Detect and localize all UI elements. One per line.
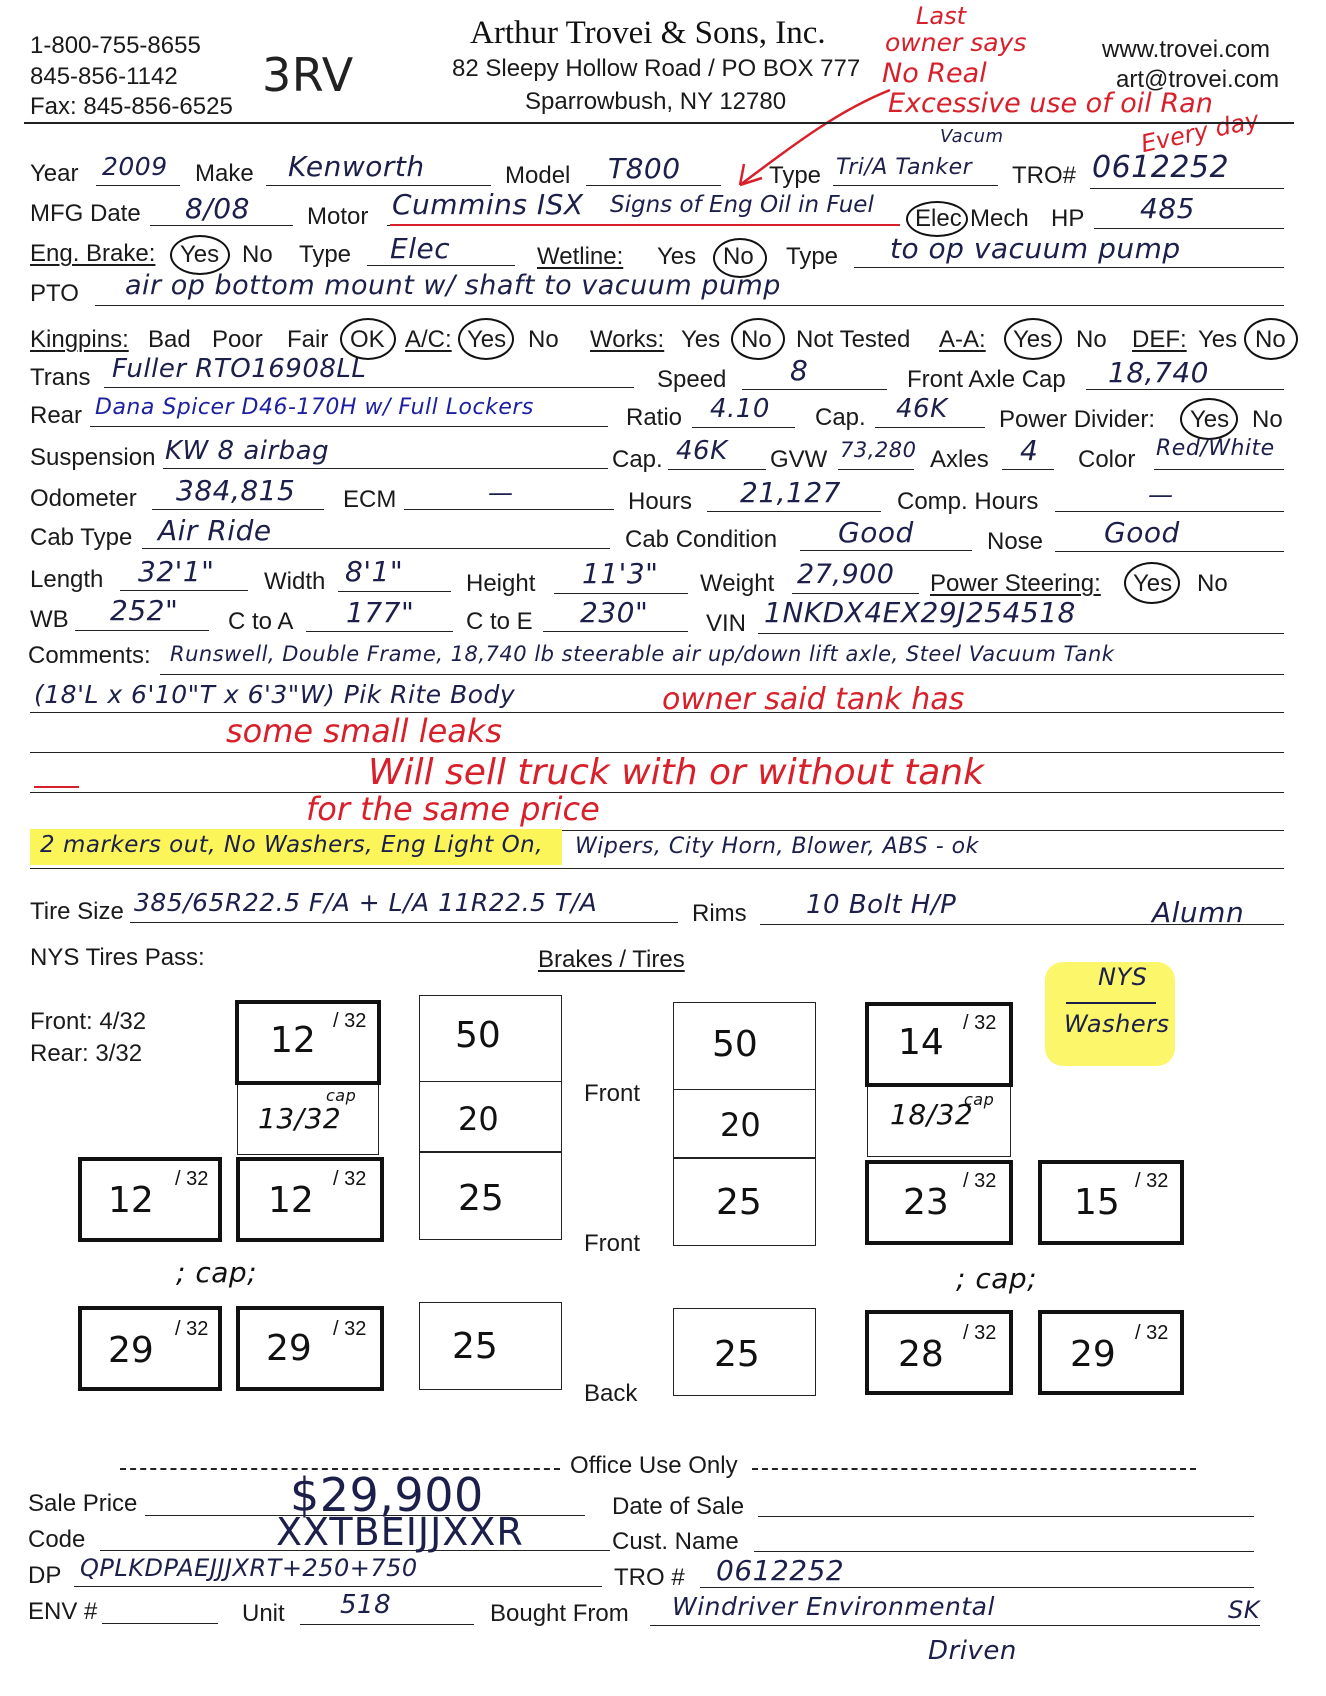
- sale-price-label: Sale Price: [28, 1490, 138, 1517]
- power-divider-yes-circle: [1180, 398, 1238, 440]
- power-steering-label: Power Steering:: [930, 570, 1101, 597]
- front-axle-cap-label: Front Axle Cap: [907, 366, 1066, 393]
- wetline-yes[interactable]: Yes: [657, 243, 697, 270]
- speed-value[interactable]: 8: [790, 354, 809, 387]
- rear-label: Rear: [30, 402, 83, 429]
- length-value[interactable]: 32'1": [138, 555, 215, 588]
- ratio-label: Ratio: [626, 404, 683, 431]
- def-no[interactable]: No: [1255, 326, 1286, 353]
- comp-hours-value[interactable]: —: [1148, 480, 1174, 509]
- nys-note-1: NYS: [1098, 963, 1148, 991]
- axles-label: Axles: [930, 446, 989, 473]
- tire-bot-left-unit: / 32: [333, 1318, 367, 1340]
- gvw-value[interactable]: 73,280: [840, 438, 917, 462]
- eng-brake-type-value[interactable]: Elec: [390, 232, 451, 265]
- power-steering-no[interactable]: No: [1197, 570, 1228, 597]
- works-yes[interactable]: Yes: [681, 326, 721, 353]
- nose-label: Nose: [987, 528, 1044, 555]
- wetline-label: Wetline:: [537, 243, 624, 270]
- ac-yes[interactable]: Yes: [467, 326, 507, 353]
- cap-mark-left: ; cap;: [176, 1256, 258, 1289]
- header-divider: [24, 122, 1294, 124]
- comments-line-6-highlighted[interactable]: 2 markers out, No Washers, Eng Light On,: [40, 832, 544, 858]
- power-steering-yes-circle: [1124, 562, 1180, 604]
- aa-yes[interactable]: Yes: [1013, 326, 1053, 353]
- tire-mid-right-tread: 23: [903, 1182, 949, 1223]
- pto-value[interactable]: air op bottom mount w/ shaft to vacuum pump: [125, 270, 781, 301]
- c-to-e-label: C to E: [466, 608, 533, 635]
- width-label: Width: [264, 568, 326, 595]
- c-to-a-value[interactable]: 177": [346, 596, 415, 629]
- eng-brake-yes-circle: [170, 235, 230, 275]
- suspension-value[interactable]: KW 8 airbag: [165, 436, 330, 466]
- pto-label: PTO: [30, 280, 79, 307]
- hours-label: Hours: [628, 488, 693, 515]
- tire-bot-right-unit: / 32: [963, 1322, 997, 1344]
- weight-label: Weight: [700, 570, 775, 597]
- tire-bot-far-left-unit: / 32: [175, 1318, 209, 1340]
- tire-bot-far-left-tread: 29: [108, 1330, 154, 1371]
- eng-brake-no[interactable]: No: [242, 241, 273, 268]
- comments-line-3-red: some small leaks: [226, 712, 503, 750]
- unit-label: Unit: [242, 1600, 285, 1627]
- brake-bot-right-value: 25: [714, 1334, 760, 1375]
- model-value[interactable]: T800: [608, 152, 681, 185]
- kingpins-fair[interactable]: Fair: [287, 326, 329, 353]
- kingpins-label: Kingpins:: [30, 326, 129, 353]
- trans-label: Trans: [30, 364, 91, 391]
- tire-top-right-cap-label: cap: [964, 1090, 995, 1109]
- axles-value[interactable]: 4: [1020, 434, 1039, 467]
- tire-top-right-tread: 14: [898, 1022, 944, 1063]
- tire-mid-right-unit: / 32: [963, 1170, 997, 1192]
- make-label: Make: [195, 160, 254, 187]
- elec-label: Elec: [915, 205, 962, 232]
- tire-top-left-tread: 12: [270, 1020, 316, 1061]
- works-label: Works:: [590, 326, 665, 353]
- motor-red-underline: [390, 224, 900, 226]
- code-label: Code: [28, 1526, 86, 1553]
- nose-value[interactable]: Good: [1104, 516, 1180, 549]
- motor-value[interactable]: Cummins ISX: [392, 188, 584, 221]
- type-label: Type: [769, 162, 822, 189]
- ac-no[interactable]: No: [528, 326, 559, 353]
- cab-type-label: Cab Type: [30, 524, 133, 551]
- vin-label: VIN: [706, 610, 747, 637]
- tire-top-right-unit: / 32: [963, 1012, 997, 1034]
- annotation-last: Last: [916, 2, 966, 30]
- year-value[interactable]: 2009: [102, 152, 168, 181]
- tire-mid-far-right-unit: / 32: [1135, 1170, 1169, 1192]
- tire-mid-far-left-tread: 12: [108, 1180, 154, 1221]
- code-value[interactable]: XXTBEIJJXXR: [276, 1510, 524, 1554]
- gvw-label: GVW: [770, 446, 828, 473]
- annotation-vacum: Vacum: [940, 126, 1004, 147]
- brake-top-left-value: 50: [455, 1015, 501, 1056]
- comments-line-1[interactable]: Runswell, Double Frame, 18,740 lb steerable air up/down lift axle, Steel Vacuum Tank: [170, 642, 1115, 666]
- front-label-2: Front: [584, 1230, 641, 1257]
- tire-mid-far-right-tread: 15: [1074, 1182, 1120, 1223]
- date-of-sale-label: Date of Sale: [612, 1493, 745, 1520]
- c-to-a-label: C to A: [228, 608, 294, 635]
- comments-line-2[interactable]: (18'L x 6'10"T x 6'3"W) Pik Rite Body: [34, 680, 516, 709]
- comments-label: Comments:: [28, 642, 151, 669]
- def-yes[interactable]: Yes: [1198, 326, 1238, 353]
- fax-number: Fax: 845-856-6525: [30, 93, 233, 120]
- front-label-1: Front: [584, 1080, 641, 1107]
- rims-material[interactable]: Alumn: [1152, 896, 1245, 929]
- tro-value[interactable]: 0612252: [1092, 150, 1230, 185]
- works-no[interactable]: No: [741, 326, 772, 353]
- brake-bot-left-value: 25: [452, 1326, 498, 1367]
- tire-bot-right-tread: 28: [898, 1334, 944, 1375]
- year-label: Year: [30, 160, 79, 187]
- cap-mark-right: ; cap;: [956, 1262, 1038, 1295]
- env-label: ENV #: [28, 1598, 98, 1625]
- motor-label: Motor: [307, 203, 369, 230]
- back-label: Back: [584, 1380, 638, 1407]
- mfg-date-value[interactable]: 8/08: [185, 192, 250, 225]
- annotation-no-real: No Real: [882, 58, 987, 89]
- works-no-circle: [731, 318, 785, 360]
- tro-2-value[interactable]: 0612252: [716, 1554, 845, 1587]
- works-not-tested[interactable]: Not Tested: [796, 326, 911, 353]
- eng-brake-label: Eng. Brake:: [30, 240, 156, 267]
- dp-value[interactable]: QPLKDPAEJJJXRT+250+750: [80, 1554, 418, 1582]
- office-dash-right: [752, 1468, 1196, 1470]
- rear-cap-value[interactable]: 46K: [896, 394, 948, 424]
- annotation-every-day: Every day: [1138, 105, 1262, 159]
- brake-mid-right-value: 25: [716, 1182, 762, 1223]
- dp-label: DP: [28, 1562, 62, 1589]
- bought-from-label: Bought From: [490, 1600, 629, 1627]
- color-value[interactable]: Red/White: [1156, 436, 1275, 461]
- mfg-date-label: MFG Date: [30, 200, 141, 227]
- unit-value[interactable]: 518: [340, 1590, 392, 1620]
- phone-2: 845-856-1142: [30, 63, 178, 90]
- odometer-value[interactable]: 384,815: [176, 474, 296, 507]
- comments-line-6-rest[interactable]: Wipers, City Horn, Blower, ABS - ok: [575, 834, 979, 859]
- brakes-tires-heading: Brakes / Tires: [538, 946, 685, 973]
- bought-from-initials: SK: [1228, 1596, 1260, 1624]
- width-value[interactable]: 8'1": [345, 555, 404, 588]
- tire-size-value[interactable]: 385/65R22.5 F/A + L/A 11R22.5 T/A: [134, 888, 598, 917]
- comments-line-5-red: for the same price: [306, 790, 600, 828]
- wetline-type-label: Type: [786, 243, 839, 270]
- tire-bot-left-tread: 29: [266, 1328, 312, 1369]
- wb-value[interactable]: 252": [110, 594, 179, 627]
- hp-label: HP: [1051, 205, 1085, 232]
- tire-top-left-unit: / 32: [333, 1010, 367, 1032]
- email: art@trovei.com: [1116, 66, 1280, 93]
- tire-bot-far-right-unit: / 32: [1135, 1322, 1169, 1344]
- hp-value[interactable]: 485: [1140, 192, 1195, 225]
- cab-condition-label: Cab Condition: [625, 526, 778, 553]
- suspension-label: Suspension: [30, 444, 156, 471]
- weight-value[interactable]: 27,900: [797, 559, 895, 590]
- motor-note: Signs of Eng Oil in Fuel: [610, 192, 874, 218]
- tire-top-left-cap: 13/32: [258, 1102, 342, 1135]
- kingpins-ok[interactable]: OK: [350, 326, 385, 353]
- def-no-circle: [1244, 318, 1298, 360]
- tire-mid-far-left-unit: / 32: [175, 1168, 209, 1190]
- c-to-e-value[interactable]: 230": [580, 596, 649, 629]
- susp-cap-value[interactable]: 46K: [676, 436, 728, 466]
- cab-condition-value[interactable]: Good: [838, 516, 914, 549]
- susp-cap-label: Cap.: [612, 446, 663, 473]
- tro-2-label: TRO #: [614, 1564, 685, 1591]
- kingpins-poor[interactable]: Poor: [212, 326, 263, 353]
- company-name: Arthur Trovei & Sons, Inc.: [470, 15, 826, 51]
- front-pass: Front: 4/32: [30, 1008, 147, 1035]
- driven-note: Driven: [928, 1636, 1017, 1666]
- ratio-value[interactable]: 4.10: [710, 394, 770, 424]
- nys-tires-pass-label: NYS Tires Pass:: [30, 944, 205, 971]
- phone-1: 1-800-755-8655: [30, 32, 201, 59]
- tire-top-right-cap: 18/32: [890, 1098, 974, 1131]
- tire-mid-left-tread: 12: [268, 1180, 314, 1221]
- power-divider-label: Power Divider:: [999, 406, 1156, 433]
- nys-note-divider: [1066, 1002, 1156, 1004]
- rims-value[interactable]: 10 Bolt H/P: [806, 890, 957, 920]
- aa-yes-circle: [1004, 318, 1062, 360]
- rear-cap-label: Cap.: [815, 404, 866, 431]
- aa-label: A-A:: [939, 326, 986, 353]
- comp-hours-label: Comp. Hours: [897, 488, 1039, 515]
- rims-label: Rims: [692, 900, 747, 927]
- length-label: Length: [30, 566, 104, 593]
- website: www.trovei.com: [1102, 36, 1271, 63]
- rear-value[interactable]: Dana Spicer D46-170H w/ Full Lockers: [95, 395, 534, 420]
- ecm-label: ECM: [343, 486, 397, 513]
- brake-top-left-mid: 20: [458, 1100, 499, 1138]
- rear-pass: Rear: 3/32: [30, 1040, 143, 1067]
- address-line-2: Sparrowbush, NY 12780: [525, 88, 787, 115]
- kingpins-bad[interactable]: Bad: [148, 326, 191, 353]
- office-use-only-heading: Office Use Only: [570, 1452, 738, 1479]
- odometer-label: Odometer: [30, 485, 137, 512]
- power-steering-yes[interactable]: Yes: [1133, 570, 1173, 597]
- speed-label: Speed: [657, 366, 727, 393]
- initials: 3RV: [262, 48, 354, 102]
- nys-note-2: Washers: [1064, 1010, 1170, 1038]
- wetline-type-value[interactable]: to op vacuum pump: [890, 232, 1181, 265]
- mech-label: Mech: [970, 205, 1029, 232]
- tro-label: TRO#: [1012, 162, 1077, 189]
- power-divider-no[interactable]: No: [1252, 406, 1283, 433]
- ecm-value[interactable]: —: [488, 478, 514, 507]
- bought-from-value[interactable]: Windriver Environmental: [672, 1592, 995, 1621]
- cust-name-label: Cust. Name: [612, 1528, 739, 1555]
- eng-brake-type-label: Type: [299, 241, 352, 268]
- height-label: Height: [466, 570, 536, 597]
- tire-top-left-cap-label: cap: [326, 1086, 357, 1105]
- cab-type-value[interactable]: Air Ride: [158, 514, 272, 547]
- tire-size-label: Tire Size: [30, 898, 124, 925]
- wetline-no[interactable]: No: [723, 243, 754, 270]
- address-line-1: 82 Sleepy Hollow Road / PO BOX 777: [452, 55, 861, 82]
- wb-label: WB: [30, 606, 69, 633]
- model-label: Model: [505, 162, 571, 189]
- type-value[interactable]: Tri/A Tanker: [836, 155, 973, 180]
- brake-mid-left-value: 25: [458, 1178, 504, 1219]
- trans-value[interactable]: Fuller RTO16908LL: [112, 354, 367, 384]
- comments-line-2-red: owner said tank has: [662, 682, 965, 717]
- aa-no[interactable]: No: [1076, 326, 1107, 353]
- ac-label: A/C:: [405, 326, 452, 353]
- brake-top-right-value: 50: [712, 1024, 758, 1065]
- color-label: Color: [1078, 446, 1136, 473]
- red-dash: [34, 786, 79, 788]
- make-value[interactable]: Kenworth: [288, 150, 425, 183]
- power-divider-yes[interactable]: Yes: [1190, 406, 1230, 433]
- tire-bot-far-right-tread: 29: [1070, 1334, 1116, 1375]
- front-axle-cap-value[interactable]: 18,740: [1108, 356, 1209, 389]
- height-value[interactable]: 11'3": [582, 557, 659, 590]
- sale-price-value[interactable]: $29,900: [290, 1468, 484, 1522]
- annotation-excessive: Excessive use of oil Ran: [888, 88, 1213, 119]
- hours-value[interactable]: 21,127: [740, 476, 841, 509]
- ac-yes-circle: [458, 318, 514, 360]
- eng-brake-yes[interactable]: Yes: [180, 241, 220, 268]
- tire-mid-left-unit: / 32: [333, 1168, 367, 1190]
- brake-top-right-mid: 20: [720, 1106, 761, 1144]
- vin-value[interactable]: 1NKDX4EX29J254518: [764, 596, 1076, 629]
- def-label: DEF:: [1132, 326, 1187, 353]
- comments-line-4-red: Will sell truck with or without tank: [368, 752, 984, 793]
- annotation-owner-says: owner says: [885, 28, 1027, 57]
